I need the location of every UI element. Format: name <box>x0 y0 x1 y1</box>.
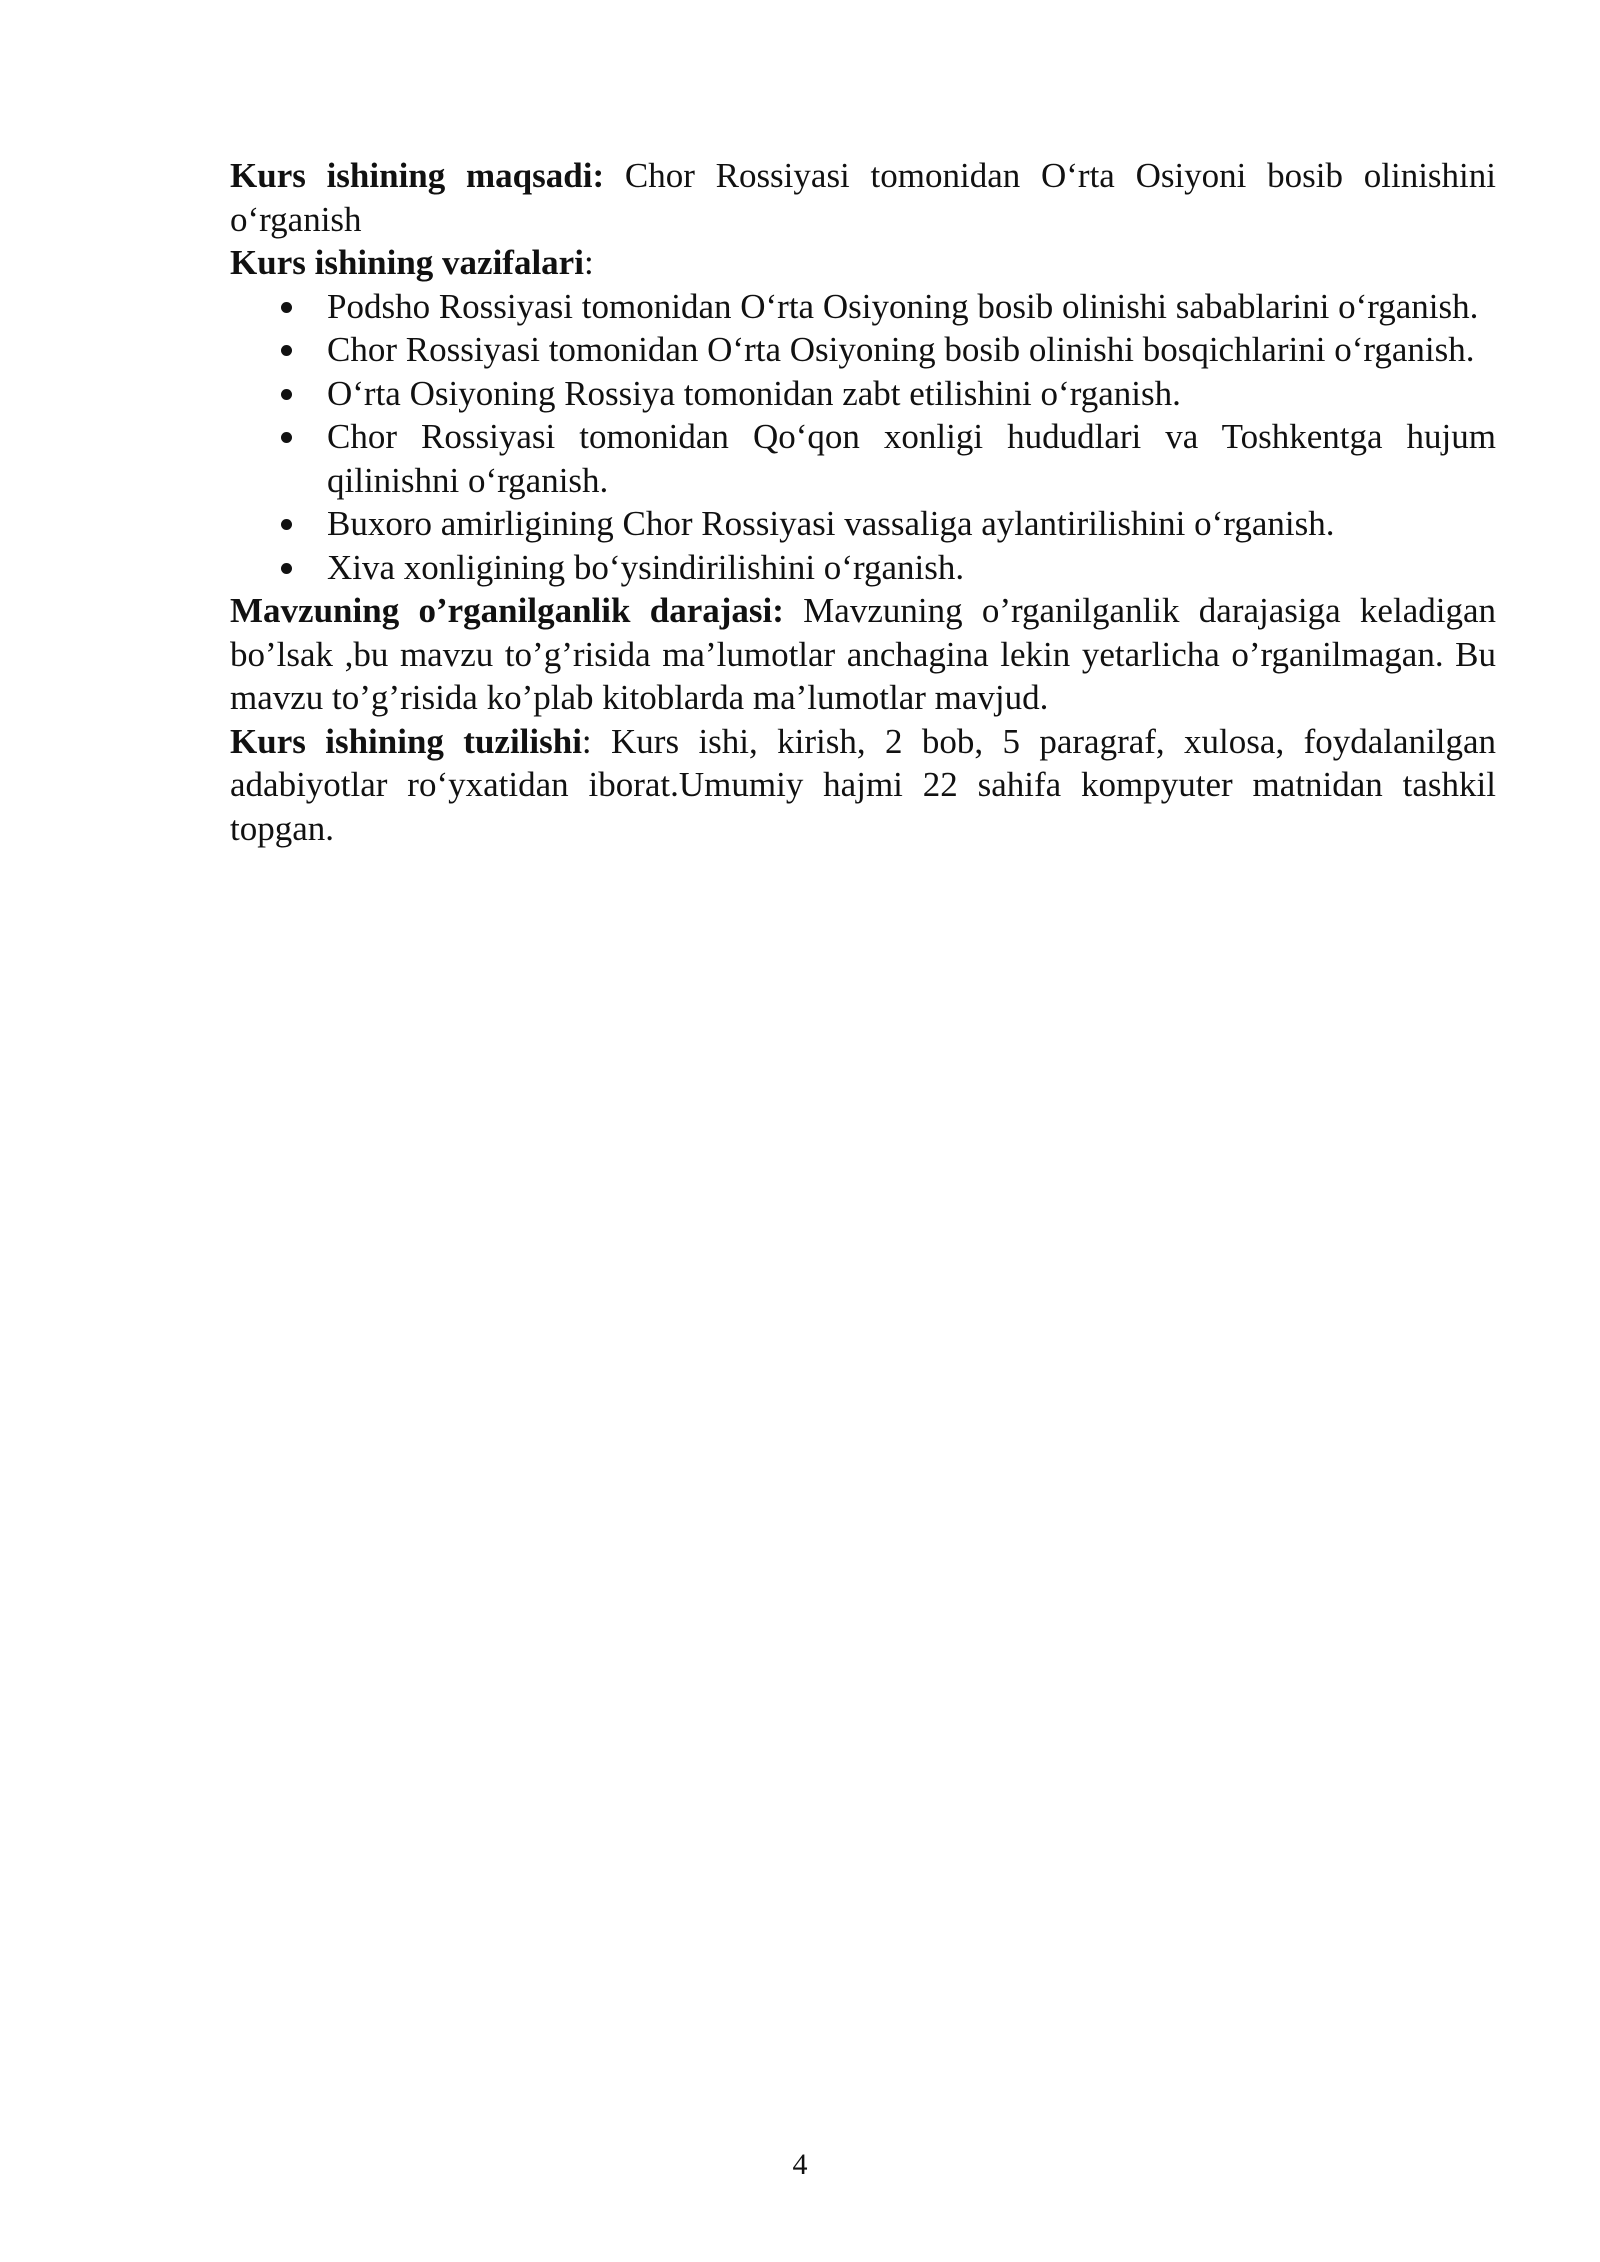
tasks-colon: : <box>583 243 594 282</box>
goal-label: Kurs ishining maqsadi: <box>230 156 605 195</box>
structure-text: : Kurs ishi, kirish, 2 bob, 5 paragraf, xulosa, foydalanilgan adabiyotlar ro‘yxatidan iborat.Umumiy hajmi 22 sahifa kompyuter matnidan tashkil topgan. <box>230 721 1496 848</box>
bullet-icon <box>281 519 292 530</box>
bullet-icon <box>281 389 292 400</box>
document-body <box>230 154 1496 850</box>
bullet-icon <box>281 302 292 313</box>
tasks-heading <box>230 241 1496 285</box>
study-level-text: Mavzuning o’rganilganlik darajasiga keladigan bo’lsak ,bu mavzu to’g’risida ma’lumotlar anchagina lekin yetarlicha o’rganilmagan. Bu mavzu to’g’risida ko’plab kitoblarda ma’lumotlar mavjud. <box>230 591 1496 717</box>
bullet-icon <box>281 345 292 356</box>
list-item <box>230 285 1496 329</box>
goal-paragraph <box>230 154 1496 241</box>
task-text: Xiva xonligining bo‘ysindirilishini o‘rganish. <box>327 547 965 587</box>
page-number: 4 <box>792 2148 808 2181</box>
bullet-icon <box>281 563 292 574</box>
bullet-icon <box>281 432 292 443</box>
goal-text: Chor Rossiyasi tomonidan O‘rta Osiyoni bosib olinishini o‘rganish <box>230 156 1496 239</box>
tasks-list <box>230 285 1496 590</box>
task-text: Buxoro amirligining Chor Rossiyasi vassaliga aylantirilishini o‘rganish. <box>327 504 1335 543</box>
list-item <box>230 546 1496 590</box>
list-item <box>230 415 1496 502</box>
task-text: O‘rta Osiyoning Rossiya tomonidan zabt etilishini o‘rganish. <box>327 373 1181 413</box>
task-text: Podsho Rossiyasi tomonidan O‘rta Osiyoning bosib olinishi sabablarini o‘rganish. <box>327 286 1479 326</box>
task-text: Chor Rossiyasi tomonidan O‘rta Osiyoning bosib olinishi bosqichlarini o‘rganish. <box>327 330 1475 369</box>
tasks-label: Kurs ishining vazifalari <box>230 243 584 282</box>
structure-paragraph <box>230 720 1496 851</box>
list-item <box>230 328 1496 372</box>
list-item <box>230 372 1496 416</box>
structure-label: Kurs ishining tuzilishi <box>230 721 582 761</box>
study-level-label: Mavzuning o’rganilganlik darajasi: <box>230 591 784 630</box>
study-level-paragraph <box>230 589 1496 720</box>
task-text: Chor Rossiyasi tomonidan Qo‘qon xonligi hududlari va Toshkentga hujum qilinishni o‘rganish. <box>327 417 1496 500</box>
list-item <box>230 502 1496 546</box>
